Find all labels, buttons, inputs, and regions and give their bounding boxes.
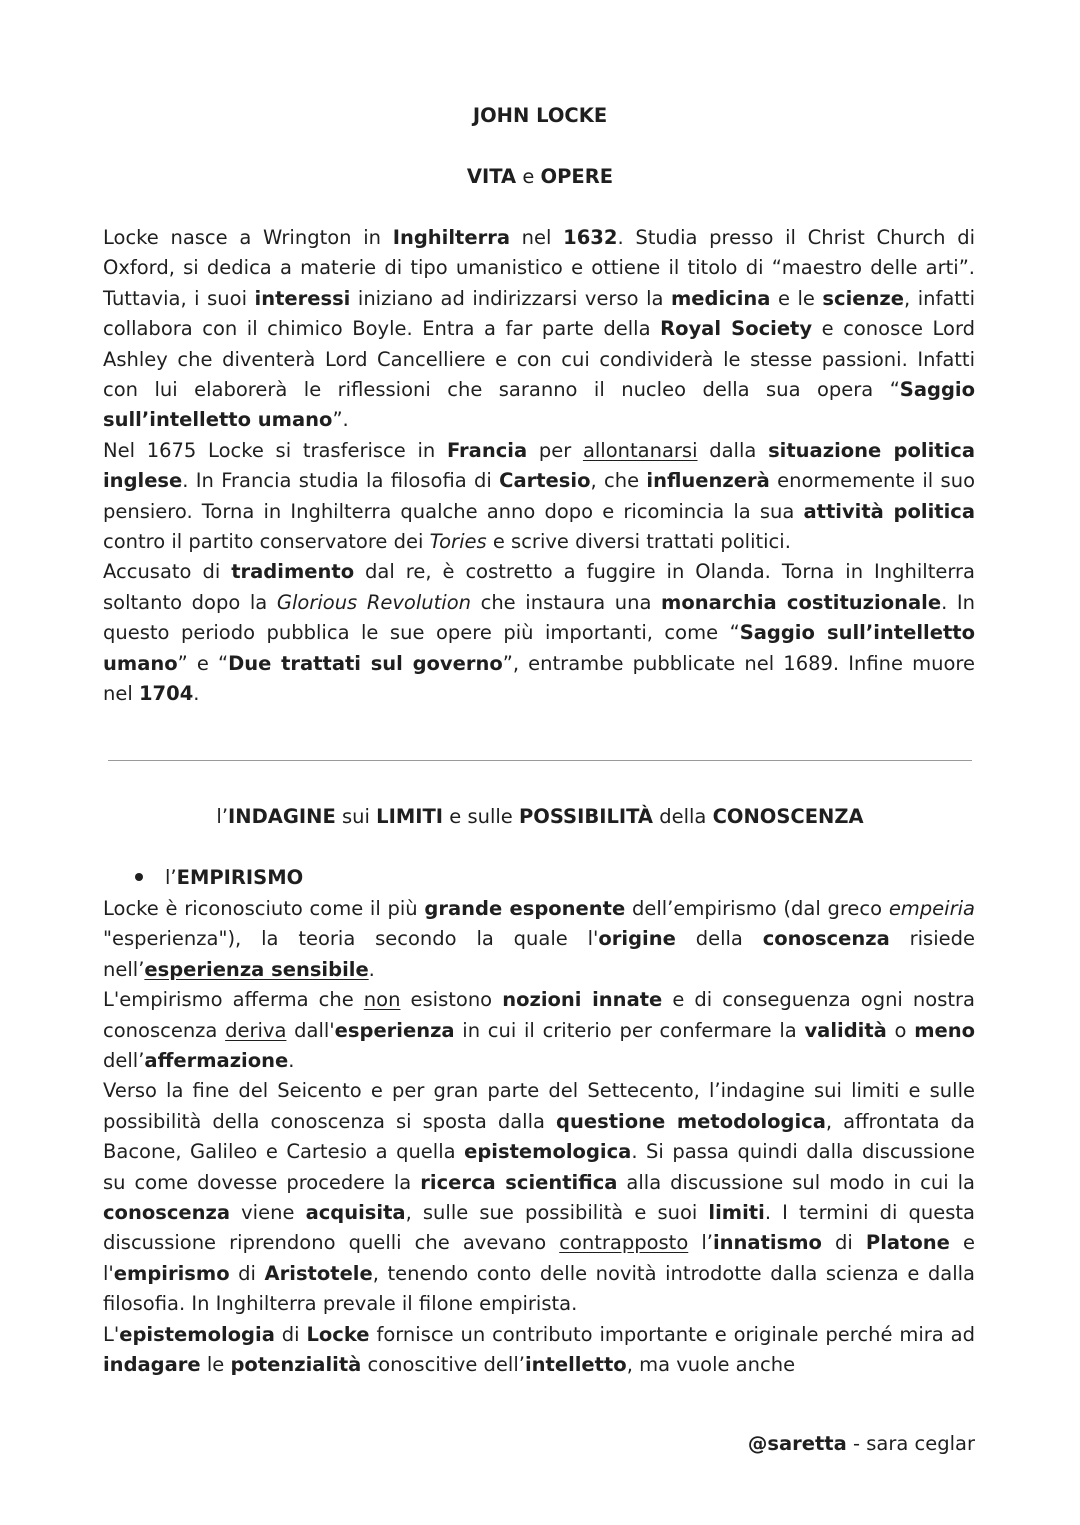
vita-text — [103, 223, 975, 710]
paragraph: Nel 1675 Locke si trasferisce in Francia per allontanarsi dalla situazione politica inglese. In Francia studia la filosofia di Cartesio, che influenzerà enormemente il suo pensiero. Torna in Inghilterra qualche anno dopo e ricomincia la sua attività politica contro il partito conservatore dei Tories e scrive diversi trattati politici. — [103, 438, 976, 554]
paragraph: Verso la fine del Seicento e per gran parte del Settecento, l’indagine sui limiti e sulle possibilità della conoscenza si sposta dalla questione metodologica, affrontata da Bacone, Galileo e Cartesio a quella epistemologica. Si passa quindi dalla discussione su come dovesse procedere la ricerca scientifica alla discussione sul modo in cui la conoscenza viene acquisita, sulle sue possibilità e suoi limiti. I termini di questa discussione riprendono quelli che avevano contrapposto l’innatismo di Platone e l'empirismo di Aristotele, tenendo conto delle novità introdotte dalla scienza e dalla filosofia. In Inghilterra prevale il filone empirista. — [103, 1079, 976, 1316]
horizontal-divider — [108, 760, 972, 761]
empirismo-text — [103, 894, 975, 1381]
section-heading-vita-opere: VITA e OPERE — [466, 165, 614, 188]
paragraph: Locke è riconosciuto come il più grande esponente dell’empirismo (dal greco empeiria "esperienza"), la teoria secondo la quale l'origine della conoscenza risiede nell’esperienza sensibile. — [103, 897, 975, 981]
bullet-icon — [135, 873, 143, 881]
author-footer: @saretta - sara ceglar — [747, 1432, 975, 1455]
paragraph: Locke nasce a Wrington in Inghilterra nel 1632. Studia presso il Christ Church di Oxford, si dedica a materie di tipo umanistico e ottiene il titolo di “maestro delle arti”. Tuttavia, i suoi interessi iniziano ad indirizzarsi verso la medicina e le scienze, infatti collabora con il chimico Boyle. Entra a far parte della Royal Society e conosce Lord Ashley che diventerà Lord Cancelliere e con cui condividerà le stesse passioni. Infatti con lui elaborerà le riflessioni che saranno il nucleo della sua opera “Saggio sull’intelletto umano”. — [103, 226, 976, 432]
paragraph: L'empirismo afferma che non esistono nozioni innate e di conseguenza ogni nostra conoscenza deriva dall'esperienza in cui il criterio per confermare la validità o meno dell’affermazione. — [103, 988, 976, 1073]
author-handle: @saretta — [747, 1432, 847, 1455]
document-title: JOHN LOCKE — [472, 104, 608, 127]
paragraph: Accusato di tradimento dal re, è costretto a fuggire in Olanda. Torna in Inghilterra soltanto dopo la Glorious Revolution che instaura una monarchia costituzionale. In questo periodo pubblica le sue opere più importanti, come “Saggio sull’intelletto umano” e “Due trattati sul governo”, entrambe pubblicate nel 1689. Infine muore nel 1704. — [103, 560, 975, 706]
author-name: sara ceglar — [866, 1432, 975, 1455]
section-heading-indagine: l’INDAGINE sui LIMITI e sulle POSSIBILITÀ della CONOSCENZA — [216, 805, 864, 828]
bullet-heading-empirismo: l’EMPIRISMO — [135, 863, 303, 893]
paragraph: L'epistemologia di Locke fornisce un contributo importante e originale perché mira ad indagare le potenzialità conoscitive dell’intelletto, ma vuole anche — [103, 1322, 975, 1377]
